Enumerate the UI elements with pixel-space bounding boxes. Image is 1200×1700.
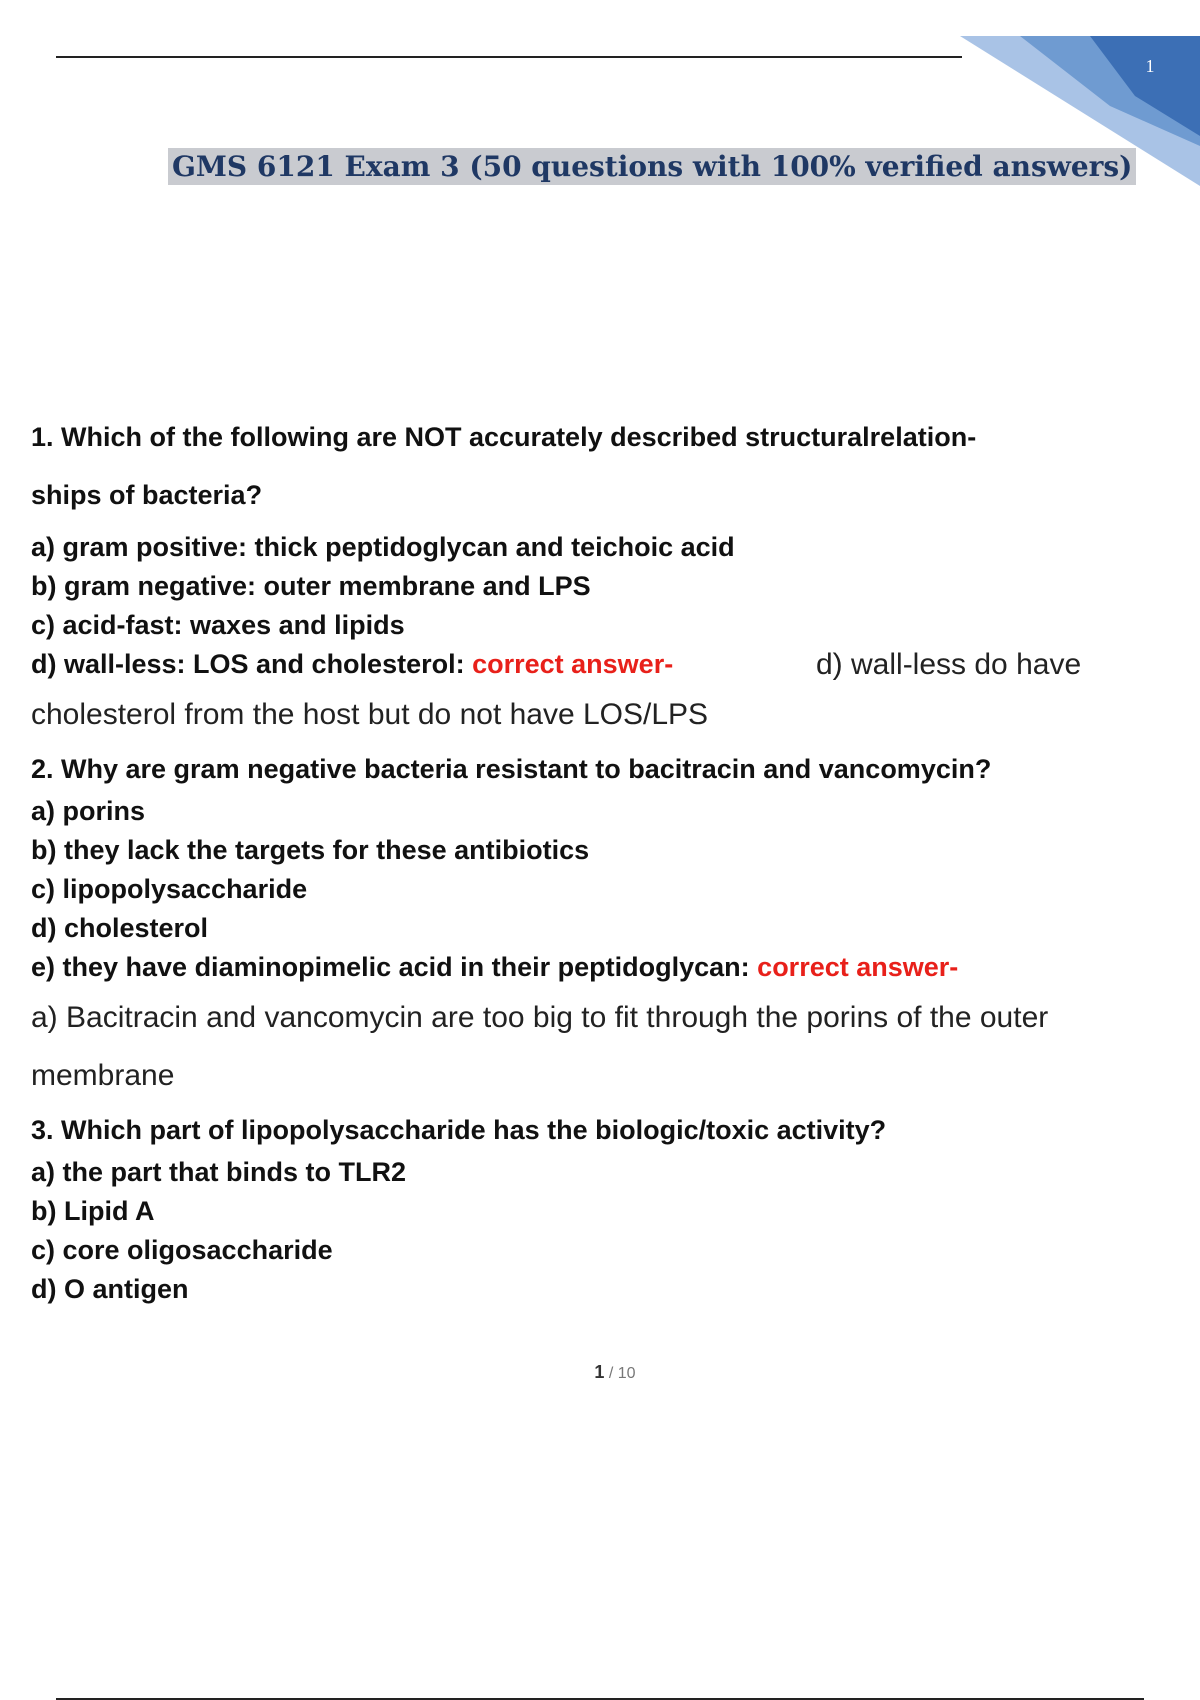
option-d: d) cholesterol — [31, 913, 209, 943]
option-e: e) they have diaminopimelic acid in their peptidoglycan: — [31, 952, 750, 982]
question-1 — [31, 420, 1161, 742]
question-3-stem: 3. Which part of lipopolysaccharide has the biologic/toxic activity? — [31, 1115, 887, 1145]
answer-text-line1: a) Bacitracin and vancomycin are too big to fit through the porins of the outer — [31, 1001, 1049, 1034]
answer-text-line2: membrane — [31, 1059, 175, 1092]
correct-answer-label: correct answer- — [757, 952, 959, 982]
question-1-options — [31, 528, 1161, 684]
question-3-options — [31, 1153, 1161, 1309]
question-2-stem: 2. Why are gram negative bacteria resistant to bacitracin and vancomycin? — [31, 754, 992, 784]
current-page: 1 — [594, 1362, 605, 1382]
answer-text-line1: d) wall-less do have — [816, 648, 1082, 681]
question-2 — [31, 752, 1161, 1103]
option-d-row — [31, 645, 1161, 684]
page-indicator — [560, 1362, 670, 1383]
question-1-stem-line1: 1. Which of the following are NOT accurately described structuralrelation- — [31, 422, 977, 452]
question-1-stem-line2: ships of bacteria? — [31, 480, 263, 510]
questions-content — [31, 420, 1161, 1309]
correct-answer-label: correct answer- — [472, 649, 674, 679]
document-title: GMS 6121 Exam 3 (50 questions with 100% verified answers) — [168, 148, 1136, 185]
option-a: a) gram positive: thick peptidoglycan and teichoic acid — [31, 532, 735, 562]
option-c: c) core oligosaccharide — [31, 1235, 333, 1265]
option-d: d) O antigen — [31, 1274, 189, 1304]
question-2-options — [31, 792, 1161, 987]
option-d: d) wall-less: LOS and cholesterol: — [31, 649, 465, 679]
option-a: a) the part that binds to TLR2 — [31, 1157, 406, 1187]
option-c: c) acid-fast: waxes and lipids — [31, 610, 405, 640]
option-b: b) they lack the targets for these antibiotics — [31, 835, 590, 865]
header-rule — [56, 56, 962, 58]
question-3 — [31, 1113, 1161, 1309]
answer-text-line2: cholesterol from the host but do not have LOS/LPS — [31, 698, 709, 731]
header-page-number: 1 — [1145, 56, 1155, 76]
option-b: b) gram negative: outer membrane and LPS — [31, 571, 591, 601]
option-e-row — [31, 948, 1161, 987]
option-a: a) porins — [31, 796, 146, 826]
option-c: c) lipopolysaccharide — [31, 874, 308, 904]
total-pages: / 10 — [608, 1365, 636, 1382]
option-b: b) Lipid A — [31, 1196, 155, 1226]
